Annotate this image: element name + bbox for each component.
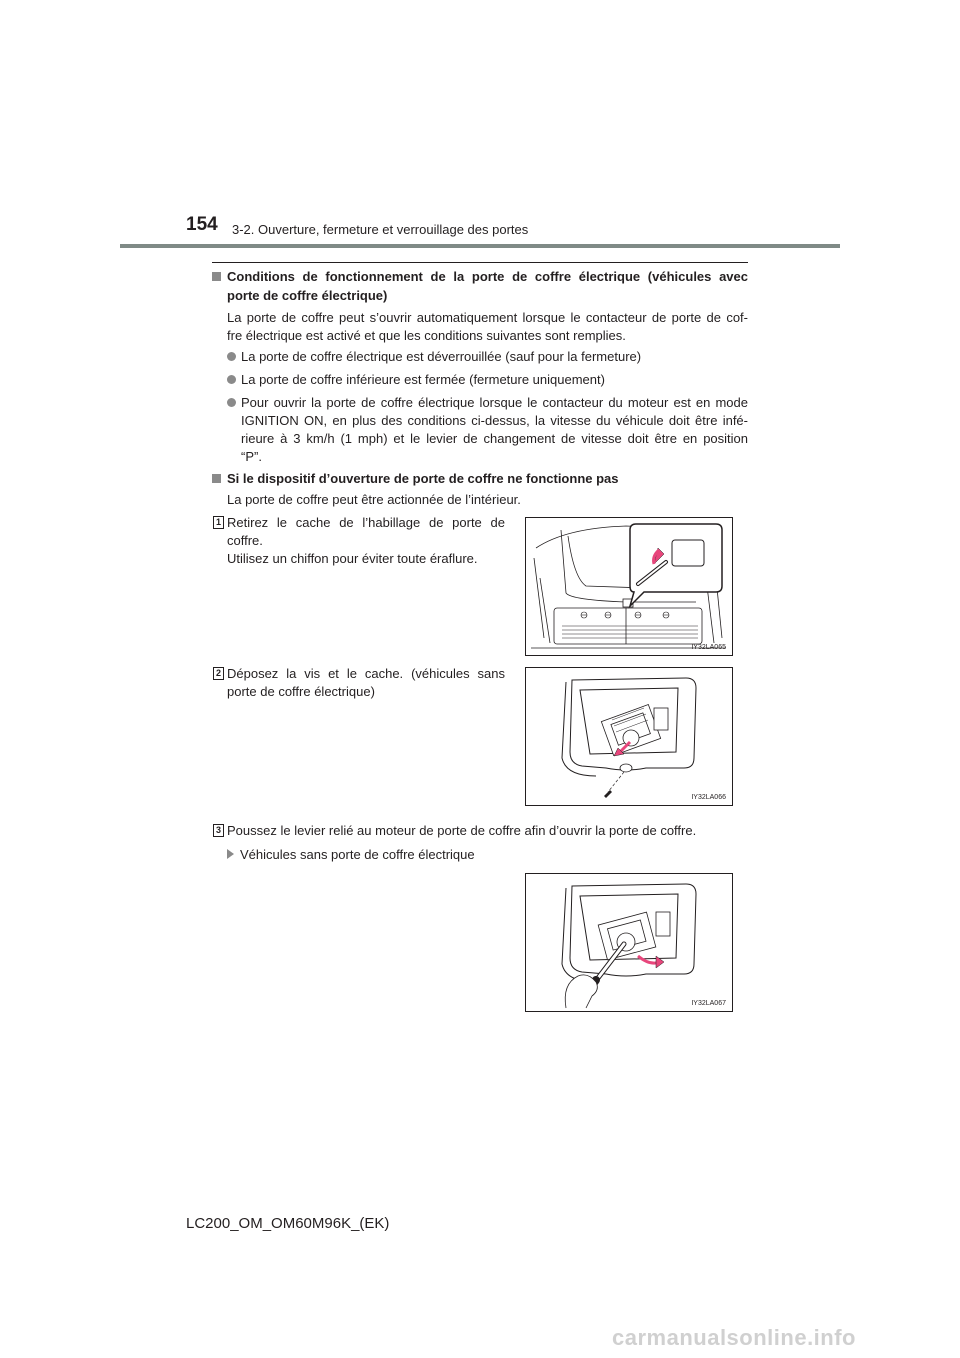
- section1-para-line1: La porte de coffre peut s’ouvrir automatiquement lorsque le contacteur de porte de cof-: [227, 310, 748, 325]
- bullet-item: Pour ouvrir la porte de coffre électrique lorsque le contacteur du moteur est en mode: [227, 394, 748, 413]
- document-code: LC200_OM_OM60M96K_(EK): [186, 1215, 390, 1232]
- step1-line2: coffre.: [227, 533, 263, 548]
- section2-intro: La porte de coffre peut être actionnée de l’intérieur.: [227, 492, 521, 507]
- figure-push-lever: [525, 873, 733, 1012]
- lever-push-illustration: [526, 874, 732, 1011]
- bullet-line: IGNITION ON, en plus des conditions ci-dessus, la vitesse du véhicule doit être infé-: [241, 413, 748, 428]
- figure-code: IY32LA065: [691, 644, 726, 651]
- step-number-3: 3: [213, 824, 224, 837]
- round-bullet-icon: [227, 398, 236, 407]
- bullet-line: “P”.: [241, 449, 262, 464]
- square-bullet-icon: [212, 474, 221, 483]
- square-bullet-icon: [212, 272, 221, 281]
- bullet-item: La porte de coffre électrique est déverrouillée (sauf pour la fermeture): [227, 348, 641, 367]
- section-title: 3-2. Ouverture, fermeture et verrouillage des portes: [232, 222, 529, 237]
- section1-para-line2: fre électrique est activé et que les conditions suivantes sont remplies.: [227, 328, 626, 343]
- bullet-item: La porte de coffre inférieure est fermée (fermeture uniquement): [227, 371, 605, 390]
- step2-line2: porte de coffre électrique): [227, 684, 375, 699]
- figure-screw-cover: [525, 667, 733, 806]
- step2-line1: Déposez la vis et le cache. (véhicules sans: [227, 666, 505, 681]
- section1-heading-line2: porte de coffre électrique): [227, 288, 388, 303]
- round-bullet-icon: [227, 352, 236, 361]
- figure-trim-cover: [525, 517, 733, 656]
- section1-heading-line1: Conditions de fonctionnement de la porte de coffre électrique (véhicules avec: [212, 268, 748, 287]
- triangle-bullet-icon: [227, 849, 234, 859]
- step1-line1: Retirez le cache de l’habillage de porte de: [227, 515, 505, 530]
- figure-code: IY32LA067: [691, 1000, 726, 1007]
- cover-removal-illustration: [526, 668, 732, 805]
- page-number: 154: [186, 214, 218, 235]
- step-number-2: 2: [213, 667, 224, 680]
- step3-line1: Poussez le levier relié au moteur de porte de coffre afin d’ouvrir la porte de coffre.: [227, 823, 697, 838]
- step1-line3: Utilisez un chiffon pour éviter toute éraflure.: [227, 551, 478, 566]
- figure-code: IY32LA066: [691, 794, 726, 801]
- section2-heading: Si le dispositif d’ouverture de porte de coffre ne fonctionne pas: [212, 470, 619, 489]
- step-number-1: 1: [213, 516, 224, 529]
- watermark-text: carmanualsonline.info: [612, 1325, 856, 1350]
- header-rule: [120, 244, 840, 248]
- step3-sub: Véhicules sans porte de coffre électrique: [227, 846, 475, 865]
- bullet-line: rieure à 3 km/h (1 mph) et le levier de changement de vitesse doit être en position: [241, 431, 748, 446]
- tailgate-interior-illustration: [526, 518, 732, 655]
- section-rule: [212, 262, 748, 263]
- round-bullet-icon: [227, 375, 236, 384]
